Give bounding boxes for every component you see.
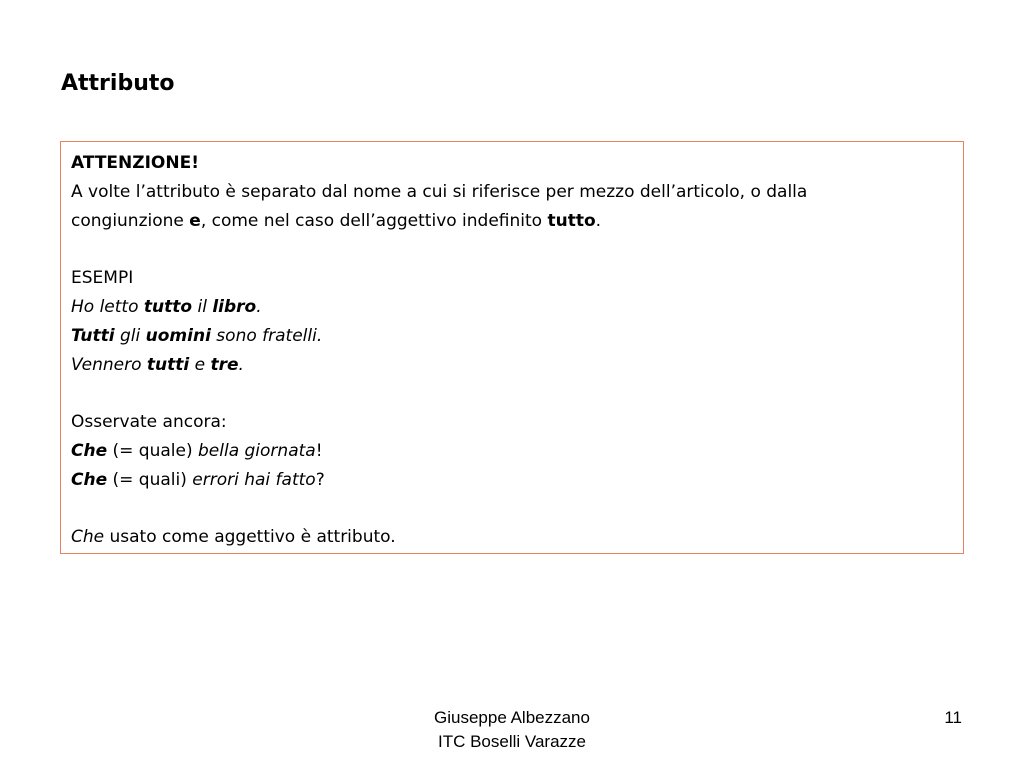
observation-keyword: Che — [71, 440, 108, 461]
intro-line-2 — [71, 207, 953, 236]
example-keyword: uomini — [145, 325, 211, 346]
observation-keyword: Che — [71, 469, 108, 490]
example-2 — [71, 322, 953, 351]
conclusion-text: usato come aggettivo è attributo. — [104, 527, 396, 548]
page-number: 11 — [944, 708, 962, 727]
example-1 — [71, 293, 953, 322]
example-text: Ho letto — [71, 296, 144, 317]
examples-label: ESEMPI — [71, 268, 134, 289]
example-text: e — [189, 354, 211, 375]
observe-label: Osservate ancora: — [71, 412, 227, 433]
intro-line-1: A volte l’attributo è separato dal nome a cui si riferisce per mezzo dell’articolo, o dalla — [71, 181, 808, 202]
blank-line — [71, 379, 953, 408]
blank-line — [71, 495, 953, 524]
intro-text: , come nel caso dell’aggettivo indefinito — [200, 210, 548, 231]
observation-italic: errori hai fatto — [192, 469, 316, 490]
example-text: . — [238, 354, 244, 375]
slide-title: Attributo — [61, 71, 175, 96]
content-box — [60, 141, 964, 554]
example-keyword: tutto — [143, 296, 193, 317]
blank-line — [71, 235, 953, 264]
box-heading: ATTENZIONE! — [71, 153, 199, 173]
footer-author: Giuseppe Albezzano — [434, 708, 590, 727]
intro-text: . — [595, 210, 602, 231]
observation-text: (= quale) — [107, 440, 198, 461]
example-text: Vennero — [71, 354, 147, 375]
example-keyword: tre — [210, 354, 239, 375]
intro-text: congiunzione — [71, 210, 190, 231]
intro-keyword-tutto: tutto — [547, 210, 596, 231]
observation-1 — [71, 437, 953, 466]
footer-school: ITC Boselli Varazze — [437, 732, 586, 751]
conclusion-keyword: Che — [71, 527, 105, 548]
observation-text: ! — [315, 440, 323, 461]
observation-italic: bella giornata — [198, 440, 316, 461]
example-text: sono fratelli. — [210, 325, 323, 346]
example-text: gli — [114, 325, 146, 346]
example-keyword: libro — [212, 296, 257, 317]
example-keyword: tutti — [146, 354, 190, 375]
observation-2 — [71, 466, 953, 495]
conclusion — [71, 523, 953, 552]
example-3 — [71, 351, 953, 380]
example-text: . — [256, 296, 262, 317]
intro-keyword-e: e — [189, 210, 201, 231]
example-keyword: Tutti — [71, 325, 115, 346]
example-text: il — [192, 296, 213, 317]
observation-text: ? — [315, 469, 325, 490]
observation-text: (= quali) — [107, 469, 193, 490]
footer-author-block — [362, 706, 662, 754]
